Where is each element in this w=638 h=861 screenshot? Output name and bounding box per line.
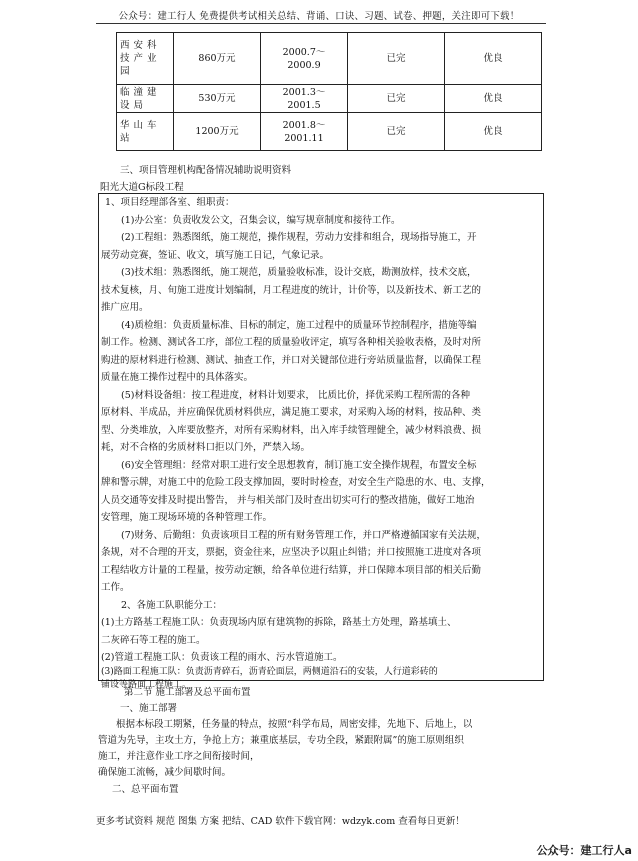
section-3-heading: 三、项目管理机构配备情况辅助说明资料 [120, 165, 292, 176]
box-line: 安管理，施工现场环境的各种管理工作。 [101, 512, 273, 523]
box-line: 人员交通等安排及时提出警告， 并与相关部门及时查出切实可行的整改措施，做好工地治 [101, 495, 475, 506]
subheading-layout: 二、总平面布置 [112, 784, 179, 795]
box-line: (6)安全管理组：经常对职工进行安全思想教育，制订施工安全操作规程，布置安全标 [121, 460, 477, 471]
box-line: 技术复核，月、旬施工进度计划编制，月工程进度的统计，计价等，以及新技术、新工艺的 [101, 285, 482, 296]
period-end: 2001.5 [287, 99, 321, 111]
status: 已完 [348, 113, 445, 151]
box-line: 耗，对不合格的劣质材料口拒以门外，严禁入场。 [101, 442, 311, 453]
paragraph-line: 施工，并注意作业工序之间衔接时间， [98, 751, 260, 762]
contract-amount: 860万元 [174, 33, 261, 85]
period [261, 85, 348, 113]
subheading-deployment: 一、施工部署 [120, 703, 178, 714]
box-line: (3)技术组：熟悉图纸，施工规范，质量验收标准，设计交底，勘测放样，技术交底， [121, 267, 477, 278]
quality: 优良 [445, 85, 542, 113]
paragraph-line: 确保施工流畅，减少间歇时间。 [98, 767, 232, 778]
box-line: 质量在施工操作过程中的具体落实。 [101, 372, 254, 383]
box-line: 型、分类堆放，入库要放整齐，对所有采购材料，出入库手续管理健全，减少材料浪费、损 [101, 425, 482, 436]
period [261, 33, 348, 85]
quality: 优良 [445, 33, 542, 85]
contract-amount: 1200万元 [174, 113, 261, 151]
box-line: 原材料、半成品，并应确保优质材料供应，满足施工要求，对采购入场的材料，按品种、类 [101, 407, 482, 418]
box-line: 2、各施工队职能分工： [121, 600, 223, 611]
box-line: 1、项目经理部各室、组职责： [105, 197, 235, 208]
table-row [117, 85, 542, 113]
watermark: 公众号：建工行人a [536, 844, 632, 857]
box-line: (4)质检组：负责质量标准、目标的制定，施工过程中的质量环节控制程序，措施等编 [121, 320, 477, 331]
box-line: 展劳动竞赛，签证、收文，填写施工日记，气象记录。 [101, 250, 330, 261]
period-start: 2001.8～ [282, 119, 326, 131]
box-line: 购进的原材料进行检测、测试、抽查工作，并口对关键部位进行旁站质量监督，以确保工程 [101, 355, 482, 366]
box-line: 条规，对不合理的开支，票据，资金往来，应坚决予以阻止纠错；并口按照施工进度对各项 [101, 547, 482, 558]
page-header: 公众号：建工行人 免费提供考试相关总结、背诵、口诀、习题、试卷、押题，关注即可下载！ [118, 11, 520, 22]
period-end: 2001.11 [284, 132, 324, 144]
status: 已完 [348, 85, 445, 113]
paragraph-line: 根据本标段工期紧，任务量的特点，按照“科学布局，周密安排，先地下、后地上，以 [116, 719, 473, 730]
table-row [117, 113, 542, 151]
project-name: 华山车站 [117, 113, 174, 151]
box-line: (2)工程组：熟悉图纸，施工规范，操作规程，劳动力安排和组合，现场指导施工，开 [121, 232, 477, 243]
box-line: 牌和警示牌，对施工中的危险工段支撑加固，要时时检查，对安全生产隐患的水、电、支撑， [101, 477, 491, 488]
box-line: 二灰碎石等工程的施工。 [101, 635, 206, 646]
period-end: 2000.9 [287, 59, 321, 71]
quality: 优良 [445, 113, 542, 151]
project-title: 阳光大道G标段工程 [100, 182, 184, 193]
box-line: 制工作。检测、测试各工序，部位工程的质量验收评定，填写各种相关验收表格，及时对所 [101, 337, 482, 348]
responsibility-box [98, 193, 544, 690]
period-start: 2000.7～ [282, 46, 326, 58]
box-line: 铺设等路面工程施工。 [101, 680, 192, 690]
period-start: 2001.3～ [282, 86, 326, 98]
box-line: (1)土方路基工程施工队：负责现场内原有建筑物的拆除，路基土方处理，路基填土、 [101, 617, 457, 628]
page-footer: 更多考试资料 规范 图集 方案 把结、CAD 软件下载官网：wdzyk.com 查看每日更新！ [96, 816, 465, 827]
section-2-title: 第二节 施工部署及总平面布置 [124, 687, 251, 698]
project-name: 临潼建设局 [117, 85, 174, 113]
box-line: 工作。 [101, 582, 130, 593]
contract-amount: 530万元 [174, 85, 261, 113]
project-name: 西安科技产业园 [117, 33, 174, 85]
status: 已完 [348, 33, 445, 85]
box-line: (3)路面工程施工队：负责沥青碎石，沥青砼面层，两侧道沿石的安装，人行道彩砖的 [101, 667, 438, 677]
table-row [117, 33, 542, 85]
period [261, 113, 348, 151]
box-line: (5)材料设备组：按工程进度，材料计划要求， 比质比价，择优采购工程所需的各种 [121, 390, 470, 401]
box-line: 推广应用。 [101, 302, 149, 313]
box-line: (1)办公室：负责收发公文，召集会议，编写规章制度和接待工作。 [121, 215, 401, 226]
box-line: (2)管道工程施工队：负责该工程的雨水、污水管道施工。 [101, 652, 343, 663]
project-table [116, 32, 542, 151]
paragraph-line: 管道为先导，主攻土方，争抢上方；兼重底基层，专功全段，紧跟附属”的施工原则组织 [98, 735, 464, 746]
box-line: 工程结收方计量的工程量，按劳动定额，给各单位进行结算，并口保障本项目部的相关后勤 [101, 565, 482, 576]
box-line: (7)财务、后勤组：负责该项目工程的所有财务管理工作，并口严格遵循国家有关法规， [121, 530, 486, 541]
header-divider [96, 23, 546, 24]
